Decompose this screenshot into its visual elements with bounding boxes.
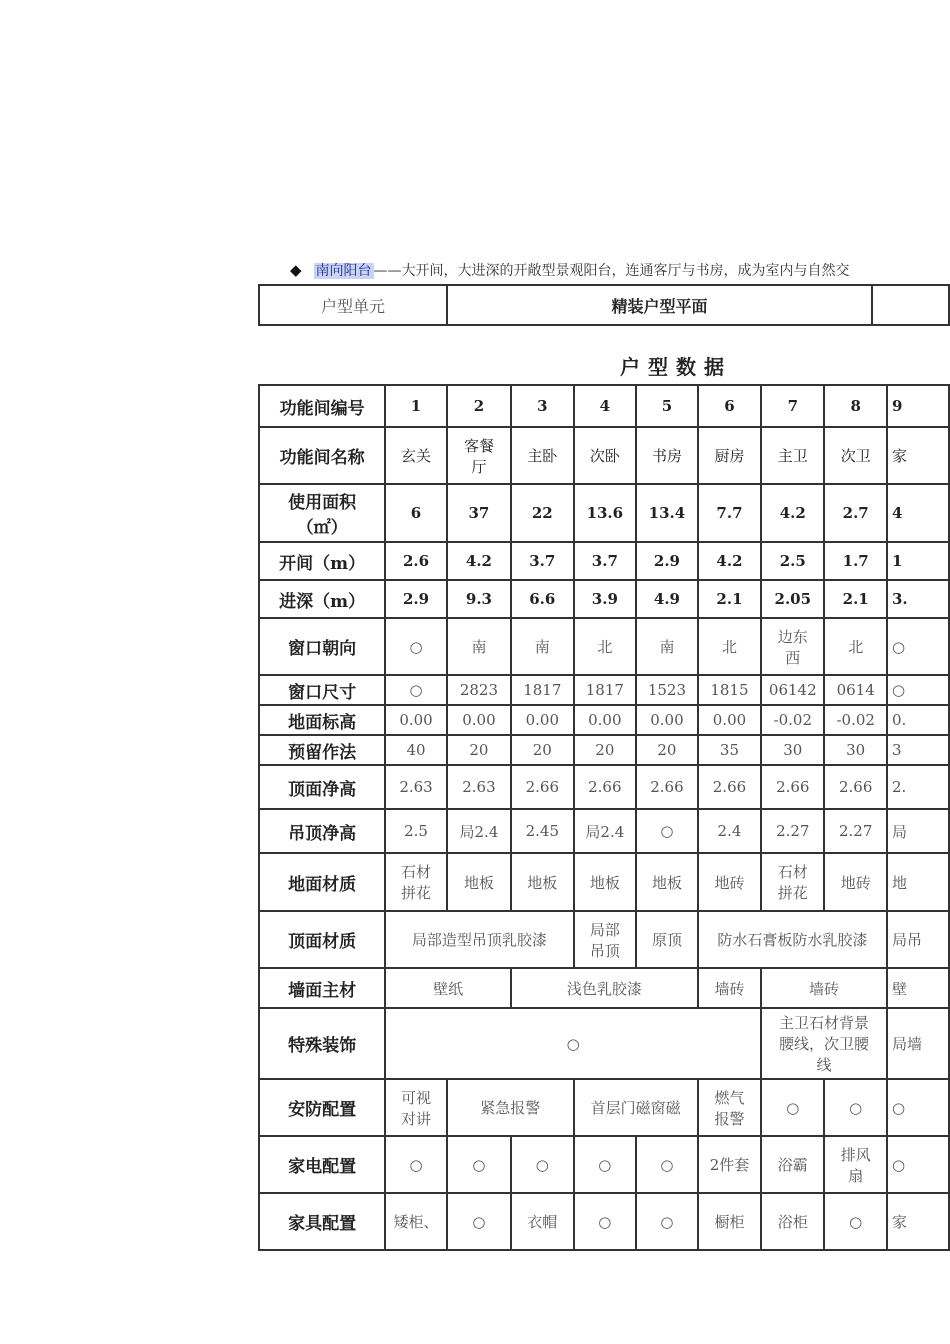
table-cell: 边东西 [761,618,824,675]
table-cell: ○ [385,618,447,675]
table-cell: 2. [887,765,949,809]
table-cell: 浴柜 [761,1193,824,1250]
table-cell: 2.5 [761,542,824,580]
table-cell: 13.4 [636,484,698,542]
table-cell: 橱柜 [698,1193,761,1250]
table-cell: 墙砖 [761,968,887,1008]
table-cell: 8 [824,385,887,427]
table-cell: 3 [887,735,949,765]
table-cell: ○ [636,1136,698,1193]
table-cell: 壁纸 [385,968,511,1008]
table-cell: 1.7 [824,542,887,580]
table-cell: 3.9 [574,580,637,618]
row-label: 预留作法 [259,735,385,765]
table-cell: 1817 [511,675,574,705]
table-cell: 石材拼花 [761,853,824,911]
table-cell: 30 [824,735,887,765]
table-cell: 浅色乳胶漆 [511,968,698,1008]
section-title: 户型数据 [620,355,732,379]
table-cell: 主卧 [511,427,574,484]
table-cell: ○ [385,1136,447,1193]
table-cell: ○ [887,1136,949,1193]
table-cell: ○ [824,1079,887,1136]
table-row [259,675,949,705]
table-cell: ○ [636,1193,698,1250]
table-cell: 1 [385,385,447,427]
table-cell: 紧急报警 [447,1079,574,1136]
table-cell: 4.2 [447,542,511,580]
table-cell: 2.05 [761,580,824,618]
table-cell: 0614 [824,675,887,705]
table-cell: 家 [887,427,949,484]
table-cell: 3.7 [511,542,574,580]
table-cell: 20 [636,735,698,765]
table-row [259,968,949,1008]
header-unit: 户型单元 [259,285,447,325]
table-cell: 6 [698,385,761,427]
table-cell: 22 [511,484,574,542]
table-cell: ○ [887,1079,949,1136]
table-cell: 地板 [574,853,637,911]
table-cell: 2.9 [385,580,447,618]
table-row [259,765,949,809]
table-cell: 局部造型吊顶乳胶漆 [385,911,573,968]
table-cell: 地 [887,853,949,911]
row-label: 地面材质 [259,853,385,911]
table-cell: 局墙 [887,1008,949,1079]
table-cell: 2.27 [824,809,887,853]
table-cell: 1 [887,542,949,580]
table-cell: 局2.4 [574,809,637,853]
table-row [259,580,949,618]
table-cell: 玄关 [385,427,447,484]
row-label: 功能间名称 [259,427,385,484]
table-cell: 客餐厅 [447,427,511,484]
table-cell: 30 [761,735,824,765]
table-cell: ○ [574,1136,637,1193]
table-row [259,618,949,675]
table-cell: 原顶 [636,911,698,968]
table-cell: -0.02 [761,705,824,735]
table-cell: 3 [511,385,574,427]
table-cell: 2.27 [761,809,824,853]
table-row [259,542,949,580]
header-plan: 精装户型平面 [447,285,872,325]
intro-highlight: 南向阳台 [315,263,372,279]
table-cell: 20 [447,735,511,765]
table-cell: 厨房 [698,427,761,484]
table-cell: 书房 [636,427,698,484]
row-label: 顶面材质 [259,911,385,968]
table-cell: 次卧 [574,427,637,484]
table-row [259,1008,949,1079]
diamond-bullet-icon: ◆ [290,261,302,279]
table-cell: 北 [574,618,637,675]
table-cell: 首层门磁窗磁 [574,1079,698,1136]
table-cell: 主卫石材背景腰线，次卫腰线 [761,1008,887,1079]
table-cell: 地板 [447,853,511,911]
table-row [259,427,949,484]
table-cell: 次卫 [824,427,887,484]
table-cell: 2 [447,385,511,427]
table-cell: 4.2 [698,542,761,580]
table-cell: 2.45 [511,809,574,853]
room-data-table [258,384,950,1251]
table-cell: ○ [574,1193,637,1250]
table-cell: 浴霸 [761,1136,824,1193]
table-row [259,735,949,765]
table-cell: -0.02 [824,705,887,735]
row-label: 窗口朝向 [259,618,385,675]
table-cell: 0.00 [574,705,637,735]
table-cell: 37 [447,484,511,542]
table-cell: 5 [636,385,698,427]
table-cell: 2.66 [636,765,698,809]
table-cell: 地砖 [824,853,887,911]
table-cell: 0.00 [636,705,698,735]
table-cell: 局吊 [887,911,949,968]
row-label: 顶面净高 [259,765,385,809]
table-row [259,911,949,968]
table-cell: 0.00 [447,705,511,735]
row-label: 窗口尺寸 [259,675,385,705]
table-cell: 0.00 [511,705,574,735]
row-label: 墙面主材 [259,968,385,1008]
table-cell: 壁 [887,968,949,1008]
table-cell: 0. [887,705,949,735]
table-cell: 9.3 [447,580,511,618]
header-table [258,284,950,326]
table-cell: 20 [574,735,637,765]
table-cell: 排风扇 [824,1136,887,1193]
table-cell: 2.9 [636,542,698,580]
row-label: 家具配置 [259,1193,385,1250]
table-cell: ○ [636,809,698,853]
table-cell: 7 [761,385,824,427]
table-cell: 40 [385,735,447,765]
table-cell: 地板 [511,853,574,911]
table-row [259,484,949,542]
table-cell: 墙砖 [698,968,761,1008]
table-cell: 2.5 [385,809,447,853]
table-cell: 局2.4 [447,809,511,853]
table-cell: 4 [887,484,949,542]
table-cell: 2.6 [385,542,447,580]
table-cell: 主卫 [761,427,824,484]
table-cell: ○ [447,1136,511,1193]
table-cell: 35 [698,735,761,765]
table-cell: 2.4 [698,809,761,853]
table-cell: 燃气报警 [698,1079,761,1136]
table-cell: 4.2 [761,484,824,542]
table-cell: ○ [385,675,447,705]
table-cell: 南 [636,618,698,675]
table-row [259,385,949,427]
table-cell: 2.1 [824,580,887,618]
table-cell: 2件套 [698,1136,761,1193]
table-cell: 局部吊顶 [574,911,637,968]
table-cell: 2.1 [698,580,761,618]
table-row [259,1079,949,1136]
table-cell: 1815 [698,675,761,705]
table-cell: ○ [887,618,949,675]
table-cell: 矮柜、 [385,1193,447,1250]
table-cell: 地砖 [698,853,761,911]
table-cell: 6 [385,484,447,542]
table-cell: ○ [511,1136,574,1193]
table-cell: 2.66 [698,765,761,809]
table-cell: 衣帽 [511,1193,574,1250]
table-cell: ○ [447,1193,511,1250]
table-cell: 南 [447,618,511,675]
table-cell: 2.66 [574,765,637,809]
table-cell: 2.7 [824,484,887,542]
row-label: 开间（m） [259,542,385,580]
table-cell: 局 [887,809,949,853]
row-label: 家电配置 [259,1136,385,1193]
row-label: 进深（m） [259,580,385,618]
table-cell: 可视对讲 [385,1079,447,1136]
table-row [259,853,949,911]
table-cell: 9 [887,385,949,427]
intro-line [290,258,850,282]
table-cell: 4 [574,385,637,427]
table-cell: 2.63 [385,765,447,809]
table-cell: 南 [511,618,574,675]
row-label: 安防配置 [259,1079,385,1136]
table-cell: 06142 [761,675,824,705]
row-label: 吊顶净高 [259,809,385,853]
table-cell: 1817 [574,675,637,705]
table-cell: ○ [761,1079,824,1136]
table-row [259,705,949,735]
header-extra [872,285,949,325]
intro-text: ——大开间，大进深的开敞型景观阳台，连通客厅与书房，成为室内与自然交 [373,263,850,279]
row-label: 功能间编号 [259,385,385,427]
table-cell: 3.7 [574,542,637,580]
table-cell: 北 [698,618,761,675]
table-cell: 3. [887,580,949,618]
table-cell: ○ [824,1193,887,1250]
table-cell: 家 [887,1193,949,1250]
table-cell: 13.6 [574,484,637,542]
table-cell: 6.6 [511,580,574,618]
table-cell: 0.00 [698,705,761,735]
table-cell: 4.9 [636,580,698,618]
row-label: 特殊装饰 [259,1008,385,1079]
table-row [259,809,949,853]
row-label: 地面标高 [259,705,385,735]
table-cell: ○ [887,675,949,705]
table-cell: 地板 [636,853,698,911]
table-cell: 20 [511,735,574,765]
table-cell: 石材拼花 [385,853,447,911]
row-label: 使用面积（㎡） [259,484,385,542]
table-cell: ○ [385,1008,761,1079]
table-cell: 2823 [447,675,511,705]
table-cell: 2.66 [824,765,887,809]
table-row [259,1193,949,1250]
table-cell: 2.66 [511,765,574,809]
table-cell: 1523 [636,675,698,705]
table-cell: 2.66 [761,765,824,809]
table-cell: 2.63 [447,765,511,809]
table-row [259,1136,949,1193]
table-cell: 北 [824,618,887,675]
table-cell: 防水石膏板防水乳胶漆 [698,911,887,968]
table-cell: 7.7 [698,484,761,542]
table-cell: 0.00 [385,705,447,735]
